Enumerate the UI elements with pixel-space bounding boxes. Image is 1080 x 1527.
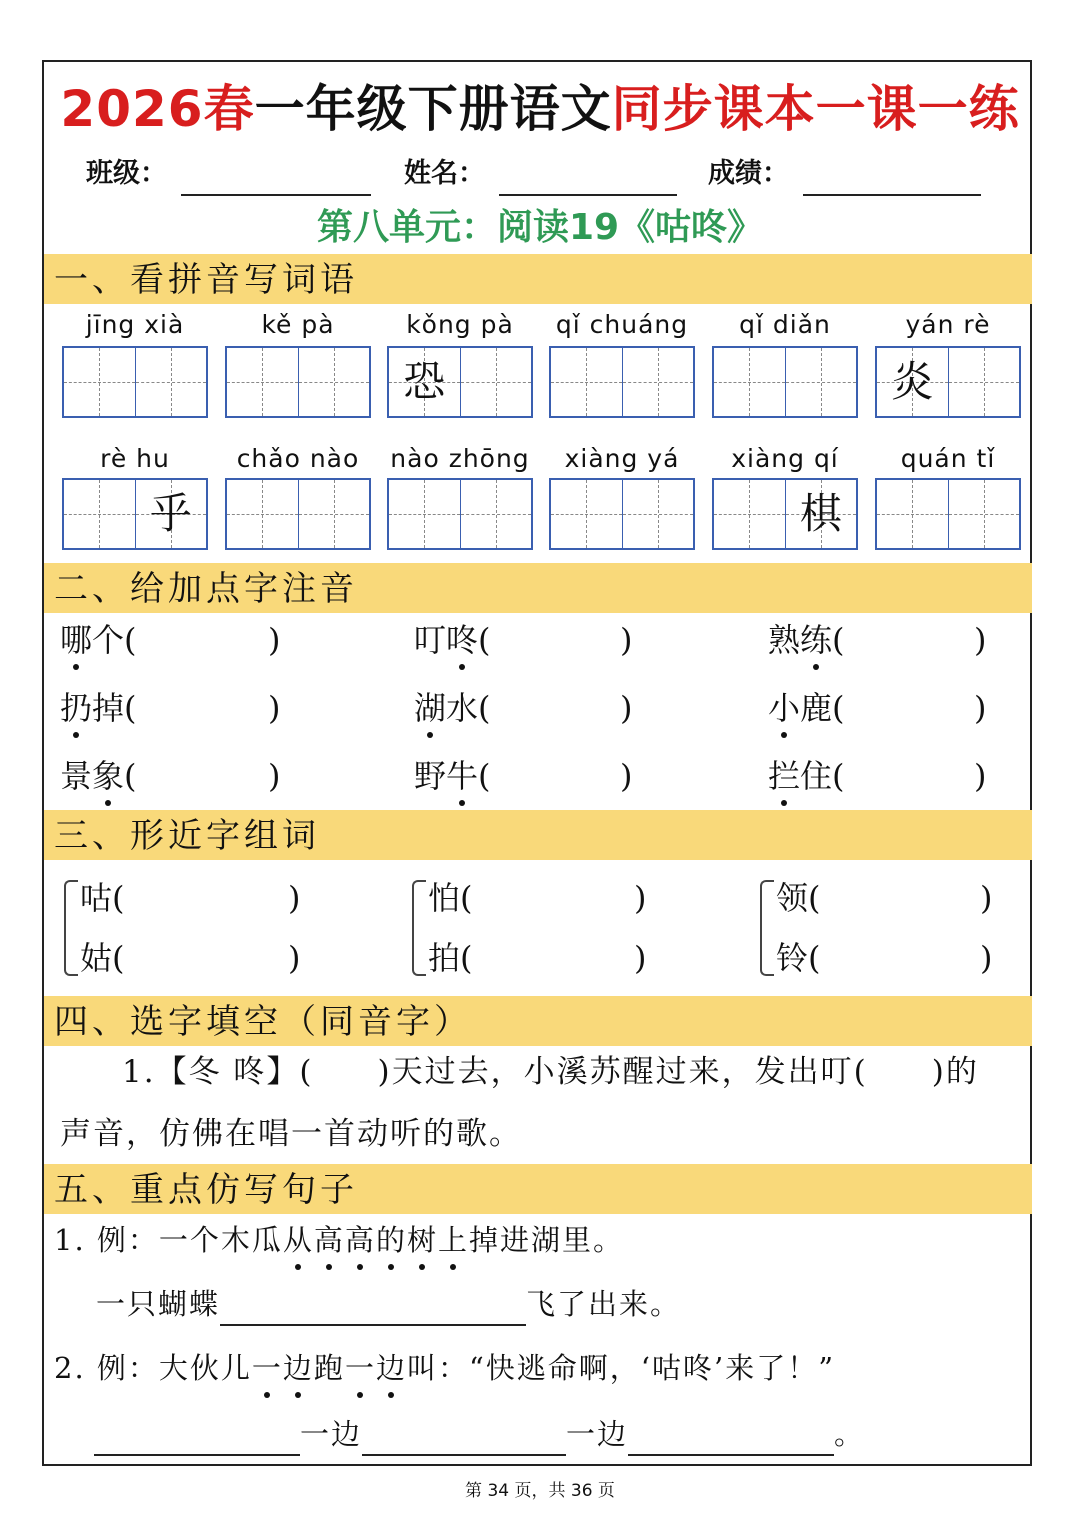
paren-close: ) [980, 939, 993, 977]
xingjin-blank[interactable] [482, 880, 629, 916]
dotted-char: 咚 [446, 618, 478, 662]
paren-close: ) [288, 879, 301, 917]
writing-box[interactable] [549, 478, 695, 550]
zhuyin-item [414, 754, 491, 798]
word-char: 哪 [60, 618, 92, 662]
paren-open: ( [124, 621, 137, 659]
writing-box[interactable] [549, 346, 695, 418]
pinyin-label: rè hu [100, 444, 170, 473]
tian-cell[interactable] [460, 480, 532, 548]
pinyin-label: quán tǐ [900, 444, 996, 473]
section-2-header: 二、给加点字注音 [44, 563, 1032, 613]
name-blank[interactable] [499, 164, 677, 196]
brace [412, 880, 426, 976]
tian-cell[interactable] [389, 480, 460, 548]
xingjin-char: 领( [776, 879, 821, 917]
worksheet-title [0, 74, 1080, 144]
tian-cell[interactable] [948, 348, 1020, 416]
dotted-char: 高 [345, 1218, 376, 1262]
dotted-char: 边 [283, 1346, 314, 1390]
given-char: 恐 [403, 357, 446, 406]
word-char: 熟 [768, 621, 801, 659]
paren-open: ( [478, 757, 491, 795]
paren-close: ) [268, 757, 281, 795]
section-1-header: 一、看拼音写词语 [44, 254, 1032, 304]
fill-sentence-line2: 声音，仿佛在唱一首动听的歌。 [60, 1116, 522, 1152]
writing-box[interactable] [875, 478, 1021, 550]
imitate-2-blank-1[interactable] [94, 1424, 300, 1456]
example-2-verb: 跑 [313, 1351, 345, 1385]
writing-box[interactable] [387, 478, 533, 550]
imitate-2-word-1: 一边 [300, 1417, 363, 1451]
dotted-char: 边 [376, 1346, 407, 1390]
zhuyin-item [60, 686, 137, 730]
tian-cell[interactable] [714, 348, 785, 416]
tian-cell[interactable] [389, 348, 460, 416]
zhuyin-item [768, 618, 845, 662]
zhuyin-item [768, 754, 845, 798]
example-2-prefix: 2. 例：大伙儿 [54, 1351, 252, 1385]
tian-cell[interactable] [64, 348, 135, 416]
writing-box[interactable] [712, 478, 858, 550]
writing-box[interactable] [225, 346, 371, 418]
dotted-char: 掉 [92, 689, 125, 727]
tian-cell[interactable] [227, 348, 298, 416]
paren-open: ( [124, 757, 137, 795]
dotted-char: 一 [345, 1346, 376, 1390]
tian-cell[interactable] [622, 480, 694, 548]
xingjin-char: 铃( [776, 939, 821, 977]
zhuyin-blank[interactable] [524, 690, 615, 726]
tian-cell[interactable] [948, 480, 1020, 548]
zhuyin-blank[interactable] [878, 690, 969, 726]
xingjin-blank[interactable] [830, 880, 975, 916]
zhuyin-blank[interactable] [170, 690, 263, 726]
paren-close: ) [974, 757, 987, 795]
tian-cell[interactable] [64, 480, 135, 548]
zhuyin-blank[interactable] [524, 622, 615, 658]
xingjin-blank[interactable] [482, 940, 629, 976]
zhuyin-item [414, 618, 491, 662]
imitate-2-end: 。 [834, 1417, 866, 1451]
given-char: 乎 [149, 489, 192, 538]
section-5-header: 五、重点仿写句子 [44, 1164, 1032, 1214]
dotted-char: 牛 [446, 754, 478, 798]
given-char: 炎 [891, 357, 934, 406]
score-label: 成绩： [708, 158, 789, 189]
tian-cell[interactable] [551, 348, 622, 416]
word-char: 野 [414, 757, 447, 795]
paren-open: ( [478, 621, 491, 659]
tian-cell[interactable] [551, 480, 622, 548]
imitate-1-start: 一只蝴蝶 [96, 1287, 221, 1321]
fill-text: )天过去，小溪苏醒过来，发出叮( [377, 1054, 868, 1090]
example-1 [54, 1218, 624, 1262]
paren-open: ( [832, 757, 845, 795]
xingjin-blank[interactable] [134, 880, 283, 916]
brace [64, 880, 78, 976]
word-char: 扔 [60, 686, 92, 730]
pinyin-label: qǐ chuáng [555, 310, 689, 339]
example-2-dotted-1 [252, 1351, 314, 1385]
word-char: 湖 [414, 686, 446, 730]
page-footer: 第 34 页，共 36 页 [465, 1481, 615, 1501]
paren-close: ) [620, 621, 633, 659]
pinyin-label: yán rè [905, 310, 991, 339]
writing-box[interactable] [62, 478, 208, 550]
pinyin-label: kě pà [261, 310, 335, 339]
tian-cell[interactable] [135, 348, 207, 416]
imitate-1-blank[interactable] [220, 1294, 526, 1326]
name-field [404, 152, 677, 196]
given-char: 棋 [799, 489, 842, 538]
tian-cell[interactable] [227, 480, 298, 548]
paren-open: ( [478, 689, 491, 727]
title-series: 同步课本一课一练 [611, 80, 1020, 138]
dotted-char: 高 [314, 1218, 345, 1262]
imitate-2-blank-3[interactable] [628, 1424, 834, 1456]
tian-cell[interactable] [622, 348, 694, 416]
writing-box[interactable] [875, 346, 1021, 418]
paren-close: ) [974, 689, 987, 727]
paren-open: ( [832, 689, 845, 727]
pinyin-label: jīng xià [85, 310, 185, 339]
imitate-2 [94, 1412, 865, 1456]
pinyin-label: xiàng qí [731, 444, 839, 473]
paren-close: ) [634, 939, 647, 977]
paren-close: ) [634, 879, 647, 917]
brace [760, 880, 774, 976]
paren-open: ( [124, 689, 137, 727]
example-1-dotted [283, 1223, 469, 1257]
dotted-char: 练 [800, 618, 832, 662]
pinyin-label: qǐ diǎn [739, 310, 831, 339]
paren-close: ) [620, 689, 633, 727]
zhuyin-item [60, 754, 137, 798]
pinyin-label: nào zhōng [390, 444, 530, 473]
tian-cell[interactable] [714, 480, 785, 548]
writing-box[interactable] [712, 346, 858, 418]
zhuyin-blank[interactable] [524, 758, 615, 794]
paren-close: ) [620, 757, 633, 795]
dotted-char: 鹿 [800, 689, 833, 727]
dotted-char: 水 [446, 689, 479, 727]
dotted-char: 从 [283, 1218, 314, 1262]
fill-option: 1.【冬 咚】( [122, 1054, 314, 1090]
zhuyin-item [60, 618, 137, 662]
xingjin-char: 拍( [428, 939, 473, 977]
zhuyin-blank[interactable] [170, 622, 263, 658]
writing-box[interactable] [225, 478, 371, 550]
example-1-suffix: 掉进湖里。 [468, 1223, 624, 1257]
example-1-prefix: 1. 例：一个木瓜 [54, 1223, 283, 1257]
paren-close: ) [268, 621, 281, 659]
zhuyin-item [414, 686, 491, 730]
tian-cell[interactable] [877, 480, 948, 548]
paren-close: ) [268, 689, 281, 727]
title-grade: 一年级下册语文 [254, 80, 612, 138]
dotted-char: 树 [407, 1218, 438, 1262]
zhuyin-blank[interactable] [878, 622, 969, 658]
fill-text-end: )的 [931, 1054, 979, 1090]
zhuyin-blank[interactable] [170, 758, 263, 794]
word-char: 小 [768, 686, 800, 730]
dotted-char: 一 [252, 1346, 283, 1390]
class-label: 班级： [86, 158, 167, 189]
xingjin-blank[interactable] [830, 940, 975, 976]
tian-cell[interactable] [135, 480, 207, 548]
title-year: 2026春 [60, 80, 255, 138]
xingjin-char: 怕( [428, 879, 473, 917]
unit-title: 第八单元：阅读19《咕咚》 [316, 207, 764, 248]
paren-close: ) [288, 939, 301, 977]
dotted-char: 上 [438, 1218, 469, 1262]
dotted-char: 的 [376, 1218, 407, 1262]
dotted-char: 个 [92, 621, 125, 659]
xingjin-blank[interactable] [134, 940, 283, 976]
tian-cell[interactable] [460, 348, 532, 416]
word-char: 景 [60, 757, 93, 795]
dotted-char: 象 [92, 754, 124, 798]
name-label: 姓名： [404, 158, 485, 189]
tian-cell[interactable] [298, 348, 370, 416]
imitate-1-end: 飞了出来。 [526, 1287, 682, 1321]
tian-cell[interactable] [785, 480, 857, 548]
writing-box[interactable] [62, 346, 208, 418]
word-char: 拦 [768, 754, 800, 798]
pinyin-label: chǎo nào [236, 444, 360, 473]
writing-box[interactable] [387, 346, 533, 418]
pinyin-label: xiàng yá [564, 444, 680, 473]
tian-cell[interactable] [877, 348, 948, 416]
score-blank[interactable] [803, 164, 981, 196]
zhuyin-blank[interactable] [878, 758, 969, 794]
class-blank[interactable] [181, 164, 371, 196]
tian-cell[interactable] [298, 480, 370, 548]
imitate-2-word-2: 一边 [566, 1417, 629, 1451]
paren-close: ) [974, 621, 987, 659]
score-field [708, 152, 981, 196]
word-char: 叮 [414, 621, 447, 659]
pinyin-label: kǒng pà [406, 310, 514, 339]
example-2-dotted-2 [345, 1351, 407, 1385]
section-3-header: 三、形近字组词 [44, 810, 1032, 860]
example-2-suffix: 叫：“快逃命啊，‘咕咚’来了！” [406, 1351, 836, 1385]
xingjin-char: 咕( [80, 879, 125, 917]
imitate-2-blank-2[interactable] [362, 1424, 566, 1456]
tian-cell[interactable] [785, 348, 857, 416]
paren-close: ) [980, 879, 993, 917]
dotted-char: 住 [800, 757, 833, 795]
imitate-1 [96, 1282, 681, 1326]
zhuyin-item [768, 686, 845, 730]
section-4-header: 四、选字填空（同音字） [44, 996, 1032, 1046]
xingjin-char: 姑( [80, 939, 125, 977]
example-2 [54, 1346, 835, 1390]
paren-open: ( [832, 621, 845, 659]
fill-sentence-line1 [122, 1050, 979, 1094]
class-field [86, 152, 371, 196]
